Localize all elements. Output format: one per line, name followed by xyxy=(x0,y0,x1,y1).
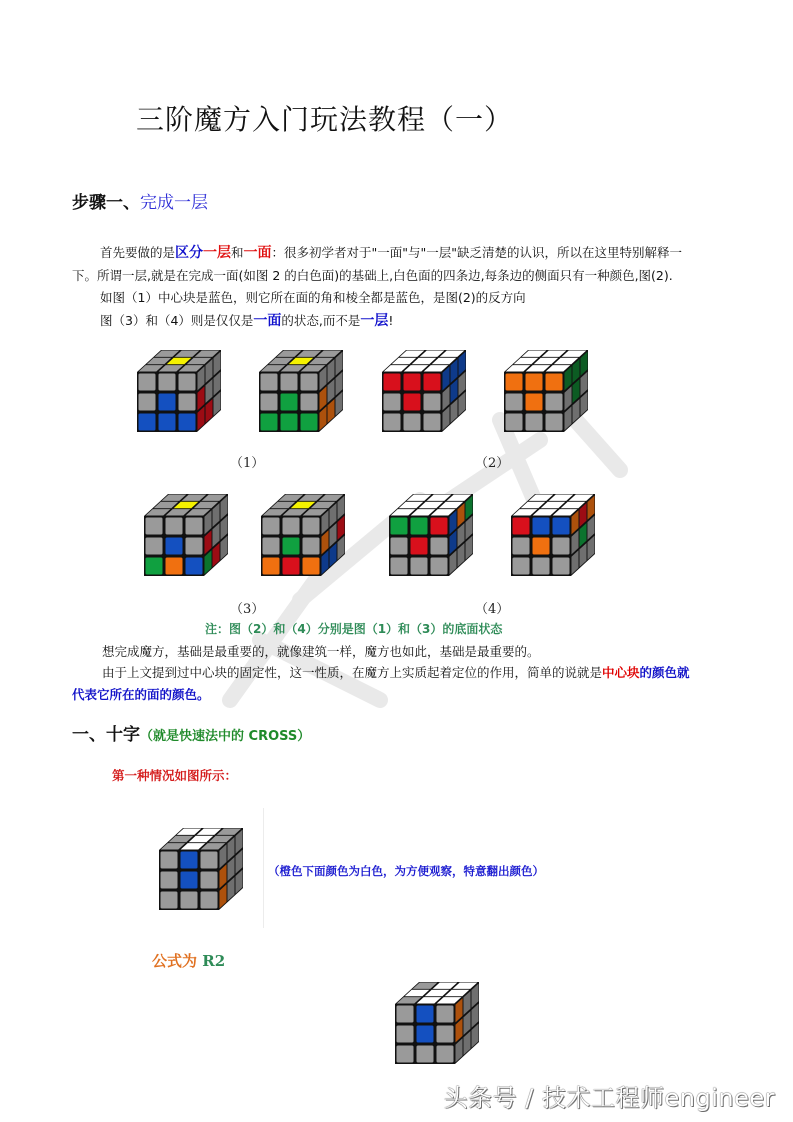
caption-figure-3: （3） xyxy=(230,602,265,617)
orange-note: （橙色下面颜色为白色，为方便观察，特意翻出颜色） xyxy=(268,864,544,878)
emphasis-face: 一面 xyxy=(243,245,272,261)
intro-text: ! xyxy=(388,313,394,328)
caption-figure-1: （1） xyxy=(230,456,265,471)
formula-value: R2 xyxy=(202,952,226,970)
step-heading xyxy=(72,188,208,213)
foundation-paragraph: 想完成魔方，基础是最重要的，就像建筑一样，魔方也如此，基础是最重要的。 xyxy=(102,644,540,659)
cube-figure-4-left xyxy=(385,486,477,586)
cube-figure-1-left xyxy=(133,342,225,442)
cube-figure-3-right xyxy=(257,486,349,586)
cube-figure-2-left xyxy=(378,342,470,442)
intro-text: ：很多初学者对于"一面"与"一层"缺乏清楚的认识，所以在这里特别解释一 xyxy=(271,245,683,260)
intro-text: 的状态,而不是 xyxy=(281,313,361,328)
intro-line-1 xyxy=(100,241,682,265)
emphasis-distinguish: 区分 xyxy=(175,245,204,261)
emphasis-color: 的颜色就 xyxy=(639,665,690,680)
section-title: 一、十字 xyxy=(72,725,140,745)
intro-text: 和 xyxy=(231,245,244,260)
step-prefix: 步骤一、 xyxy=(72,193,140,213)
emphasis-face: 一面 xyxy=(253,313,282,329)
image-divider xyxy=(263,808,264,928)
cube-after-r2 xyxy=(391,974,483,1074)
intro-line-3: 如图（1）中心块是蓝色，则它所在面的角和棱全都是蓝色，是图(2)的反方向 xyxy=(100,290,526,305)
intro-text: 首先要做的是 xyxy=(100,245,176,260)
figure-note: 注：图（2）和（4）分别是图（1）和（3）的底面状态 xyxy=(205,622,503,636)
cube-cross-case-1 xyxy=(155,820,247,920)
paragraph-text: 由于上文提到过中心块的固定性，这一性质，在魔方上实质起着定位的作用，简单的说就是 xyxy=(102,665,603,680)
center-piece-paragraph-end: 代表它所在的面的颜色。 xyxy=(72,687,210,702)
emphasis-layer: 一层 xyxy=(360,313,389,329)
intro-line-2: 下。所谓一层,就是在完成一面(如图 2 的白色面)的基础上,白色面的四条边,每条边的侧面只有一种颜色,图(2). xyxy=(72,268,673,283)
caption-figure-2: （2） xyxy=(475,456,510,471)
step-label: 完成一层 xyxy=(140,193,208,213)
cube-figure-2-right xyxy=(500,342,592,442)
formula xyxy=(152,950,225,971)
emphasis-center-piece: 中心块 xyxy=(602,665,640,680)
emphasis-layer: 一层 xyxy=(203,245,232,261)
cube-figure-4-right xyxy=(507,486,599,586)
footer-watermark: 头条号 / 技术工程师engineer xyxy=(443,1084,775,1112)
page-title: 三阶魔方入门玩法教程（一） xyxy=(136,103,514,136)
caption-figure-4: （4） xyxy=(475,602,510,617)
cube-figure-1-right xyxy=(255,342,347,442)
section-subtitle: （就是快速法中的 CROSS） xyxy=(140,729,311,744)
center-piece-paragraph xyxy=(102,661,690,684)
intro-line-4 xyxy=(100,309,393,333)
formula-label: 公式为 xyxy=(152,952,203,970)
case-1-label: 第一种情况如图所示： xyxy=(112,768,238,783)
intro-text: 图（3）和（4）则是仅仅是 xyxy=(100,313,254,328)
section-heading-cross xyxy=(72,720,310,745)
cube-figure-3-left xyxy=(140,486,232,586)
